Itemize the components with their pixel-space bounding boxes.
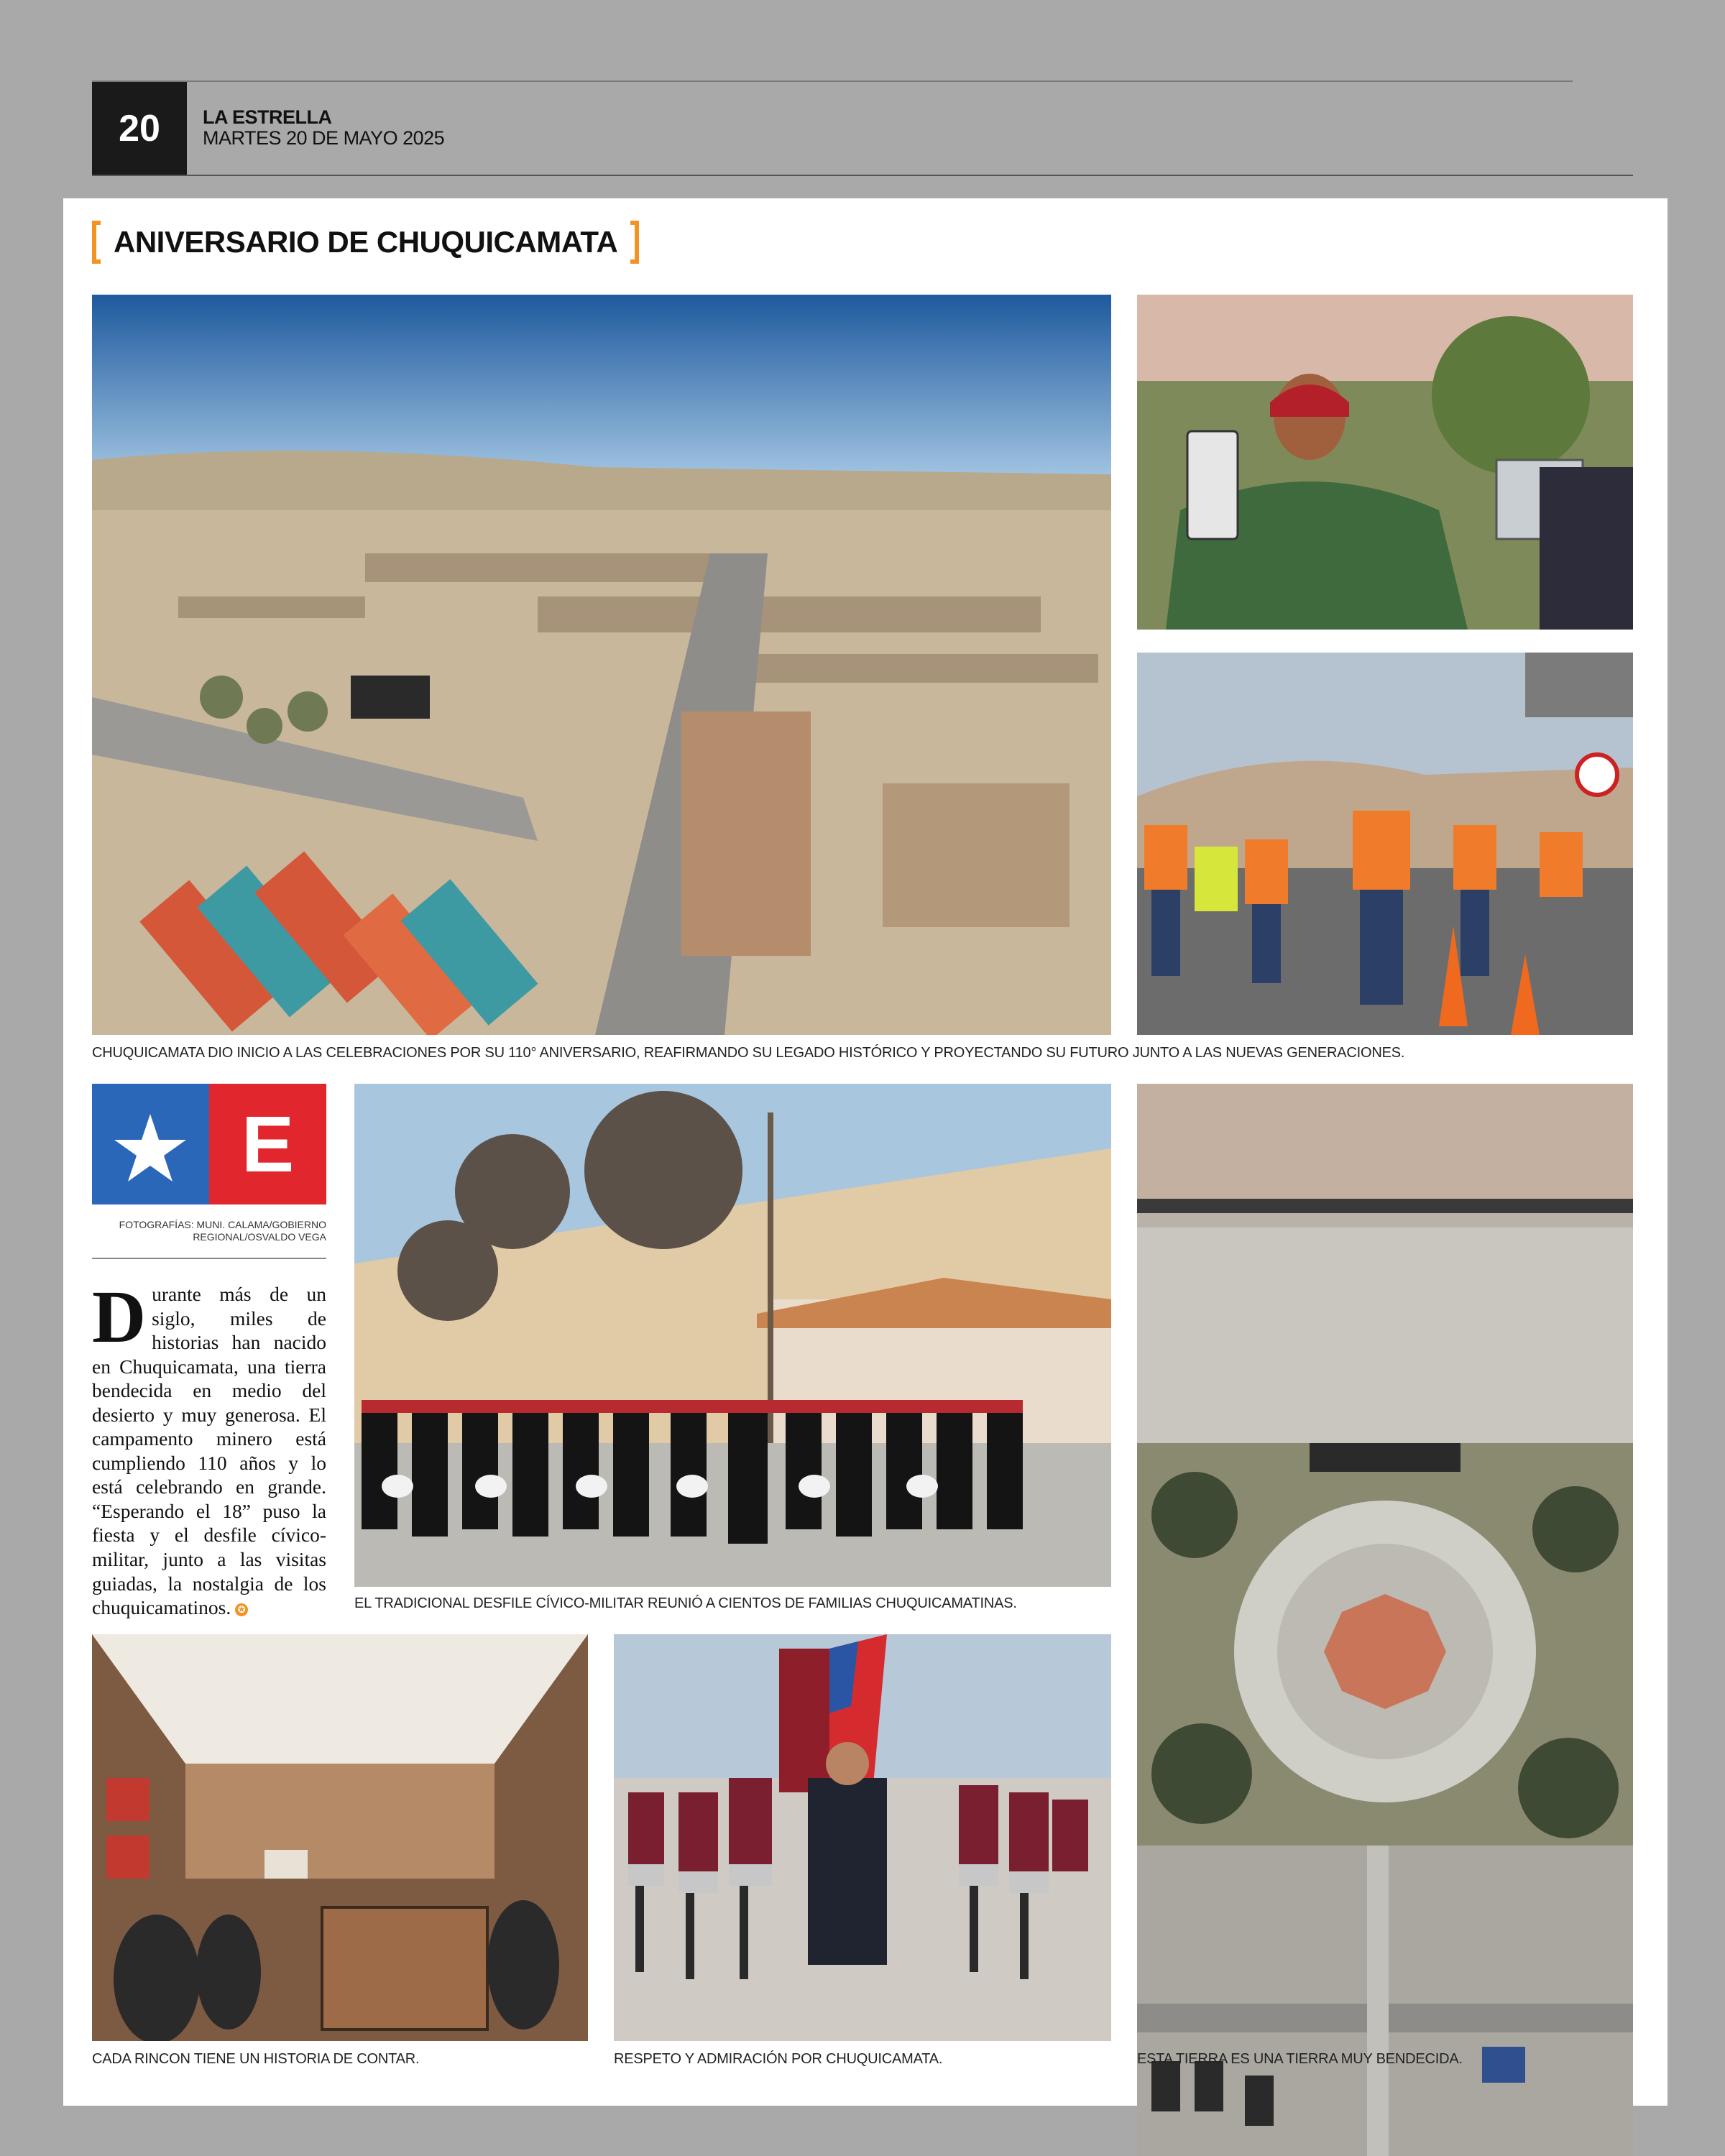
photo-aerial-camp (92, 295, 1111, 1035)
photo-parade (354, 1084, 1111, 1587)
page-number: 20 (92, 82, 187, 175)
column-divider (92, 1258, 326, 1259)
caption-plaza: ESTA TIERRA ES UNA TIERRA MUY BENDECIDA. (1137, 2051, 1463, 2067)
publication-name: LA ESTRELLA (203, 106, 332, 128)
publication-date: MARTES 20 DE MAYO 2025 (203, 127, 445, 149)
photo-museum (92, 1634, 588, 2041)
article-page (63, 198, 1668, 2106)
photo-miner-celebration (1137, 295, 1633, 630)
article-text: urante más de un siglo, miles de historias han nacido en Chuquicamata, una tierra bendecida en medio del desierto y muy generosa. El campamento minero está cumpliendo 110 años y lo está celebrando en grande. “Esperando el 18” puso la fiesta y el desfile cívico-militar, junto a las visitas guiadas, la nostalgia de los chuquicamatinos. (92, 1283, 326, 1619)
caption-aerial-camp: CHUQUICAMATA DIO INICIO A LAS CELEBRACIONES POR SU 110° ANIVERSARIO, REAFIRMANDO SU LEGADO HISTÓRICO Y PROYECTANDO SU FUTURO JUNTO A LAS NUEVAS GENERACIONES. (92, 1045, 1405, 1061)
header-top-rule (92, 80, 1573, 82)
masthead (203, 108, 444, 148)
drop-cap: D (92, 1276, 147, 1358)
header-bottom-rule (92, 175, 1633, 176)
section-heading (92, 220, 639, 264)
photo-plaza-aerial (1137, 1084, 1633, 2156)
article-body (92, 1276, 326, 1620)
photo-credit: FOTOGRAFÍAS: MUNI. CALAMA/GOBIERNO REGIONAL/OSVALDO VEGA (119, 1219, 326, 1243)
end-mark-icon: ✪ (235, 1603, 248, 1616)
bracket-left-icon (92, 221, 101, 264)
caption-students: RESPETO Y ADMIRACIÓN POR CHUQUICAMATA. (614, 2051, 943, 2067)
bracket-right-icon (630, 221, 639, 264)
photo-workers-running (1137, 653, 1633, 1035)
caption-parade: EL TRADICIONAL DESFILE CÍVICO-MILITAR REUNIÓ A CIENTOS DE FAMILIAS CHUQUICAMATINAS. (354, 1595, 1017, 1611)
caption-museum: CADA RINCON TIENE UN HISTORIA DE CONTAR. (92, 2051, 420, 2067)
logo-letter: E (209, 1084, 326, 1204)
star-icon (92, 1084, 209, 1204)
photo-students-march (614, 1634, 1111, 2041)
publication-logo (92, 1084, 326, 1204)
section-title: ANIVERSARIO DE CHUQUICAMATA (114, 225, 618, 259)
